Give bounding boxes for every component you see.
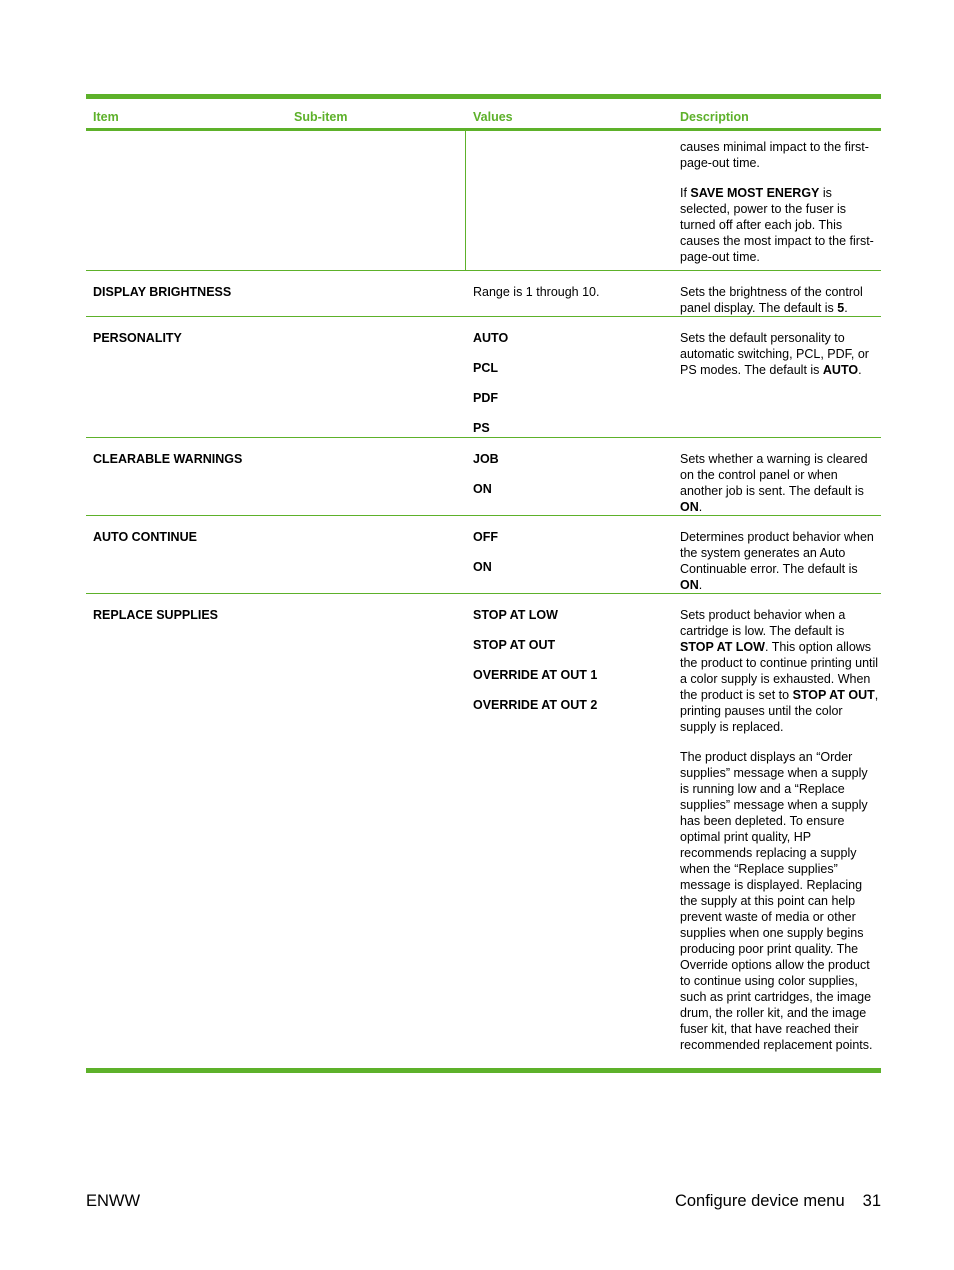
value-option: AUTO	[473, 331, 509, 345]
page-number: 31	[862, 1192, 881, 1210]
row-description: Sets the default personality to automatic switching, PCL, PDF, or PS modes. The default is AUTO.	[680, 331, 869, 377]
header-subitem: Sub-item	[294, 110, 348, 124]
column-divider	[465, 131, 466, 270]
header-description: Description	[680, 110, 749, 124]
description-paragraph: Sets product behavior when a cartridge is low. The default is STOP AT LOW. This option allows the product to continue printing until a color supply is exhausted. When the product is set to STOP AT OUT, printing pauses until the color supply is replaced.	[680, 608, 879, 734]
description-paragraph: If SAVE MOST ENERGY is selected, power to the fuser is turned off after each job. This causes the most impact to the first-page-out time.	[680, 186, 874, 264]
row-description: Sets the brightness of the control panel display. The default is 5.	[680, 285, 863, 315]
row-values	[473, 330, 508, 450]
settings-table	[86, 94, 881, 1073]
value-option: OVERRIDE AT OUT 2	[473, 698, 598, 712]
table-row	[86, 438, 881, 516]
table-row	[86, 594, 881, 1068]
table-row-continuation	[86, 131, 881, 271]
table-row	[86, 317, 881, 438]
row-item: CLEARABLE WARNINGS	[93, 452, 243, 466]
value-option: OVERRIDE AT OUT 1	[473, 668, 598, 682]
row-description	[680, 607, 880, 1067]
row-description: Sets whether a warning is cleared on the control panel or when another job is sent. The default is ON.	[680, 452, 868, 514]
footer-page-info	[675, 1192, 881, 1211]
value-option: PCL	[473, 361, 498, 375]
header-item: Item	[93, 110, 119, 124]
value-option: PS	[473, 421, 490, 435]
value-option: STOP AT OUT	[473, 638, 556, 652]
value-option: STOP AT LOW	[473, 608, 558, 622]
table-bottom-rule	[86, 1068, 881, 1073]
row-values	[473, 607, 597, 727]
row-item: REPLACE SUPPLIES	[93, 608, 219, 622]
value-option: Range is 1 through 10.	[473, 285, 600, 299]
row-values	[473, 529, 498, 589]
header-values: Values	[473, 110, 513, 124]
table-header-row	[86, 99, 881, 128]
row-item: DISPLAY BRIGHTNESS	[93, 285, 232, 299]
row-description	[680, 139, 880, 279]
table-row	[86, 516, 881, 594]
footer-section-title: Configure device menu	[674, 1192, 845, 1210]
value-option: PDF	[473, 391, 498, 405]
value-option: JOB	[473, 452, 499, 466]
value-option: ON	[473, 482, 492, 496]
footer-publication-code: ENWW	[86, 1192, 141, 1210]
row-item: PERSONALITY	[93, 331, 182, 345]
description-paragraph: causes minimal impact to the first-page-out time.	[680, 140, 869, 170]
row-values	[473, 284, 599, 314]
row-description: Determines product behavior when the system generates an Auto Continuable error. The default is ON.	[680, 530, 874, 592]
row-item: AUTO CONTINUE	[93, 530, 197, 544]
description-paragraph: The product displays an “Order supplies” message when a supply is running low and a “Replace supplies” message when a supply has been depleted. To ensure optimal print quality, HP recommends replacing a supply when the “Replace supplies” message is displayed. Replacing the supply at this point can help prevent waste of media or other supplies when one supply begins producing poor print quality. The Override options allow the product to continue using color supplies, such as print cartridges, the image drum, the roller kit, and the image fuser kit, that have reached their recommended replacement points.	[680, 750, 873, 1052]
row-values	[473, 451, 499, 511]
value-option: OFF	[473, 530, 498, 544]
table-row	[86, 271, 881, 317]
value-option: ON	[473, 560, 492, 574]
